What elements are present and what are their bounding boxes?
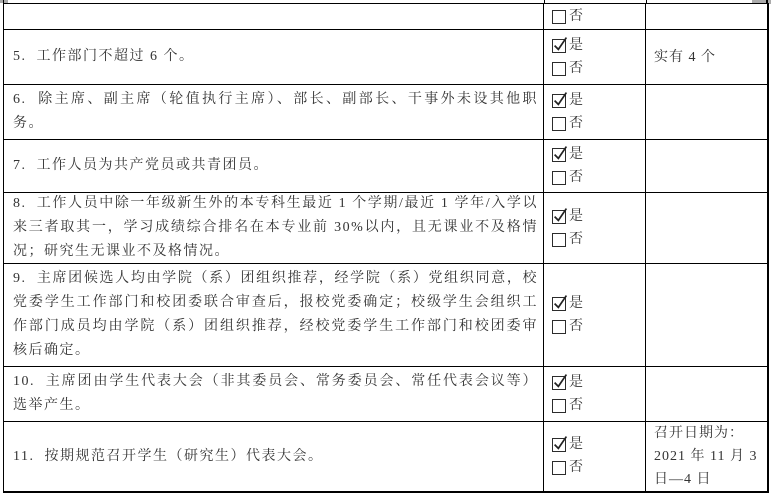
yes-label: 是: [569, 92, 584, 108]
no-checkbox[interactable]: [552, 319, 645, 335]
note-cell: [646, 193, 767, 263]
checkbox-empty-icon: [552, 171, 566, 185]
checklist-item-text: 10. 主席团由学生代表大会（非其委员会、常务委员会、常任代表会议等）选举产生。: [13, 374, 538, 413]
item-text-cell: [4, 264, 544, 366]
checklist-item-text: 5. 工作部门不超过 6 个。: [13, 49, 195, 64]
checklist-item-text: 8. 工作人员中除一年级新生外的本专科生最近 1 个学期/最近 1 学年/入学以来三者取其一，学习成绩综合排名在本专业前 30%以内，且无课业不及格情况；研究生无课业不及格情况。: [13, 196, 538, 259]
checklist-item-text: 7. 工作人员为共产党员或共青团员。: [13, 158, 269, 173]
yes-label: 是: [569, 208, 584, 224]
note-cell: [646, 422, 767, 491]
no-checkbox[interactable]: [552, 9, 645, 25]
yes-checkbox[interactable]: [552, 93, 645, 109]
note-cell: [646, 264, 767, 366]
item-text-cell: [4, 422, 544, 491]
checklist-row-8: [4, 193, 767, 264]
item-text-cell: [4, 140, 544, 192]
checklist-row-6: [4, 85, 767, 140]
yes-label: 是: [569, 295, 584, 311]
note-cell: [646, 85, 767, 139]
checkbox-checked-icon: [552, 297, 566, 311]
checkbox-cell: [544, 30, 646, 84]
no-checkbox[interactable]: [552, 460, 645, 476]
checkbox-empty-icon: [552, 320, 566, 334]
yes-checkbox[interactable]: [552, 296, 645, 312]
checkbox-cell: [544, 4, 646, 29]
checkbox-empty-icon: [552, 399, 566, 413]
no-label: 否: [569, 460, 584, 475]
checkbox-cell: [544, 422, 646, 491]
checklist-row-7: [4, 140, 767, 193]
checkbox-checked-icon: [552, 438, 566, 452]
yes-checkbox[interactable]: [552, 147, 645, 163]
checklist-row-5: [4, 30, 767, 85]
yes-checkbox[interactable]: [552, 437, 645, 453]
yes-label: 是: [569, 146, 584, 162]
no-label: 否: [569, 169, 584, 185]
checklist-table: [3, 3, 769, 493]
yes-label: 是: [569, 374, 584, 390]
item-text-cell: [4, 367, 544, 421]
note-text: 实有 4 个: [654, 49, 716, 65]
no-label: 否: [569, 115, 584, 131]
note-cell: [646, 367, 767, 421]
checkbox-empty-icon: [552, 117, 566, 131]
no-label: 否: [569, 397, 584, 413]
checklist-item-text: 6. 除主席、副主席（轮值执行主席）、部长、副部长、干事外未设其他职务。: [13, 92, 538, 131]
checkbox-empty-icon: [552, 461, 566, 475]
checklist-item-text: 11. 按期规范召开学生（研究生）代表大会。: [13, 448, 324, 464]
no-label: 否: [569, 8, 584, 24]
no-checkbox[interactable]: [552, 232, 645, 248]
checkbox-cell: [544, 264, 646, 366]
no-checkbox[interactable]: [552, 61, 645, 77]
checkbox-checked-icon: [552, 94, 566, 108]
checkbox-cell: [544, 367, 646, 421]
item-text-cell: [4, 30, 544, 84]
checkbox-checked-icon: [552, 376, 566, 390]
note-cell: [646, 30, 767, 84]
checklist-row-9: [4, 264, 767, 367]
item-text-cell: [4, 85, 544, 139]
note-cell: [646, 140, 767, 192]
checkbox-cell: [544, 85, 646, 139]
checklist-row-11: [4, 422, 767, 491]
checkbox-cell: [544, 140, 646, 192]
note-cell: [646, 4, 767, 29]
table-row-partial: [4, 4, 767, 30]
no-label: 否: [569, 231, 584, 247]
checkbox-icon: [552, 10, 566, 24]
checkbox-checked-icon: [552, 210, 566, 224]
no-checkbox[interactable]: [552, 398, 645, 414]
yes-checkbox[interactable]: [552, 209, 645, 225]
checkbox-empty-icon: [552, 62, 566, 76]
yes-checkbox[interactable]: [552, 375, 645, 391]
yes-label: 是: [569, 37, 584, 53]
checkbox-empty-icon: [552, 233, 566, 247]
item-text-cell: [4, 193, 544, 263]
no-checkbox[interactable]: [552, 116, 645, 132]
checklist-row-10: [4, 367, 767, 422]
checkbox-cell: [544, 193, 646, 263]
checklist-item-text: 9. 主席团候选人均由学院（系）团组织推荐，经学院（系）党组织同意，校党委学生工作部门和校团委联合审查后，报校党委确定；校级学生会组织工作部门成员均由学院（系）团组织推荐，经校党委学生工作部门和校团委审核后确定。: [13, 271, 538, 358]
no-label: 否: [569, 60, 584, 76]
no-label: 否: [569, 318, 584, 334]
yes-checkbox[interactable]: [552, 38, 645, 54]
checkbox-checked-icon: [552, 39, 566, 53]
note-text: 召开日期为：2021 年 11 月 3 日—4 日: [654, 426, 762, 487]
checkbox-checked-icon: [552, 148, 566, 162]
no-checkbox[interactable]: [552, 170, 645, 186]
item-text-cell: [4, 4, 544, 29]
yes-label: 是: [569, 437, 584, 452]
